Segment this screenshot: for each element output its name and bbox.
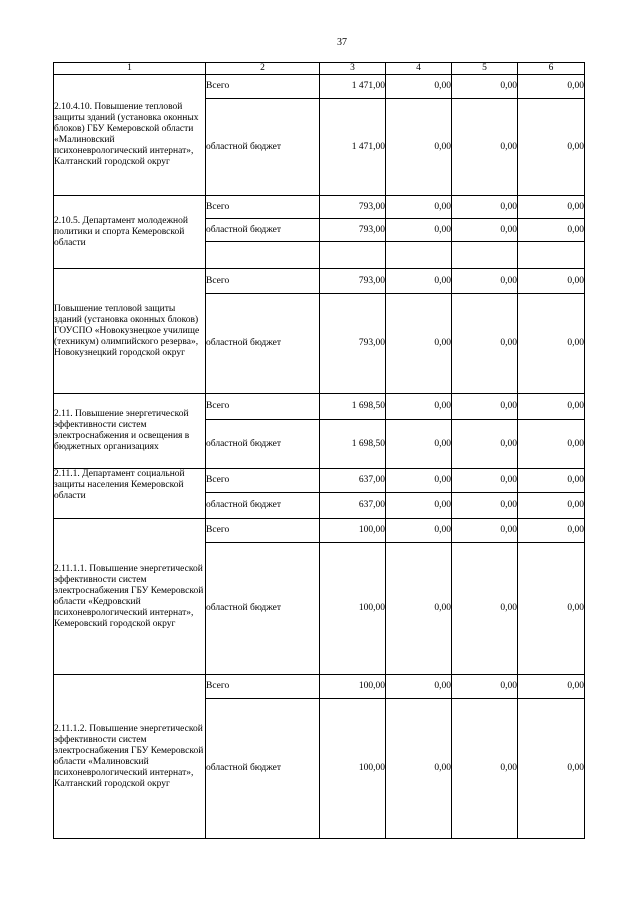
funding-label: областной бюджет bbox=[206, 493, 320, 519]
funding-label: Всего bbox=[206, 519, 320, 543]
funding-label: Всего bbox=[206, 469, 320, 493]
value-cell: 1 698,50 bbox=[320, 420, 386, 469]
funding-label: областной бюджет bbox=[206, 294, 320, 394]
table-row bbox=[54, 519, 585, 543]
value-cell: 0,00 bbox=[386, 699, 452, 839]
value-cell: 100,00 bbox=[320, 699, 386, 839]
value-cell: 0,00 bbox=[518, 519, 585, 543]
empty-cell bbox=[206, 242, 320, 269]
page-number: 37 bbox=[337, 37, 347, 48]
value-cell: 0,00 bbox=[518, 269, 585, 294]
value-cell: 637,00 bbox=[320, 469, 386, 493]
value-cell: 0,00 bbox=[452, 675, 518, 699]
value-cell: 0,00 bbox=[386, 219, 452, 242]
column-header: 3 bbox=[320, 63, 386, 75]
value-cell: 0,00 bbox=[386, 99, 452, 196]
row-name: 2.11.1. Департамент социальной защиты населения Кемеровской области bbox=[54, 469, 206, 519]
empty-cell bbox=[518, 242, 585, 269]
value-cell: 793,00 bbox=[320, 196, 386, 219]
column-header: 1 bbox=[54, 63, 206, 75]
value-cell: 0,00 bbox=[386, 420, 452, 469]
funding-label: Всего bbox=[206, 269, 320, 294]
value-cell: 0,00 bbox=[386, 469, 452, 493]
table-row bbox=[54, 269, 585, 294]
table-row bbox=[54, 394, 585, 420]
funding-label: областной бюджет bbox=[206, 543, 320, 675]
value-cell: 637,00 bbox=[320, 493, 386, 519]
row-name: 2.11.1.2. Повышение энергетической эффективности систем электроснабжения ГБУ Кемеровской области «Малиновский психоневрологический интернат», Калтанский городской округ bbox=[54, 675, 206, 839]
funding-label: областной бюджет bbox=[206, 99, 320, 196]
value-cell: 0,00 bbox=[386, 675, 452, 699]
table-row bbox=[54, 196, 585, 219]
row-name: 2.11. Повышение энергетической эффективности систем электроснабжения и освещения в бюджетных организациях bbox=[54, 394, 206, 469]
value-cell: 0,00 bbox=[452, 75, 518, 99]
funding-label: областной бюджет bbox=[206, 219, 320, 242]
value-cell: 0,00 bbox=[518, 543, 585, 675]
value-cell: 0,00 bbox=[452, 519, 518, 543]
value-cell: 100,00 bbox=[320, 543, 386, 675]
value-cell: 0,00 bbox=[518, 493, 585, 519]
value-cell: 0,00 bbox=[452, 196, 518, 219]
budget-table bbox=[53, 62, 585, 839]
table-row bbox=[54, 469, 585, 493]
value-cell: 0,00 bbox=[452, 469, 518, 493]
value-cell: 100,00 bbox=[320, 675, 386, 699]
empty-cell bbox=[386, 242, 452, 269]
value-cell: 0,00 bbox=[518, 675, 585, 699]
value-cell: 0,00 bbox=[386, 75, 452, 99]
value-cell: 0,00 bbox=[386, 269, 452, 294]
empty-cell bbox=[452, 242, 518, 269]
table-row bbox=[54, 675, 585, 699]
funding-label: областной бюджет bbox=[206, 699, 320, 839]
value-cell: 100,00 bbox=[320, 519, 386, 543]
funding-label: Всего bbox=[206, 675, 320, 699]
value-cell: 0,00 bbox=[452, 294, 518, 394]
value-cell: 0,00 bbox=[452, 699, 518, 839]
value-cell: 0,00 bbox=[386, 519, 452, 543]
value-cell: 0,00 bbox=[518, 99, 585, 196]
value-cell: 0,00 bbox=[452, 219, 518, 242]
value-cell: 0,00 bbox=[386, 294, 452, 394]
value-cell: 0,00 bbox=[518, 420, 585, 469]
column-header: 6 bbox=[518, 63, 585, 75]
funding-label: областной бюджет bbox=[206, 420, 320, 469]
value-cell: 1 471,00 bbox=[320, 99, 386, 196]
value-cell: 1 471,00 bbox=[320, 75, 386, 99]
value-cell: 0,00 bbox=[518, 294, 585, 394]
value-cell: 0,00 bbox=[386, 543, 452, 675]
column-header: 4 bbox=[386, 63, 452, 75]
value-cell: 0,00 bbox=[518, 219, 585, 242]
value-cell: 0,00 bbox=[452, 543, 518, 675]
value-cell: 0,00 bbox=[518, 394, 585, 420]
funding-label: Всего bbox=[206, 75, 320, 99]
value-cell: 0,00 bbox=[452, 269, 518, 294]
value-cell: 0,00 bbox=[518, 469, 585, 493]
value-cell: 793,00 bbox=[320, 219, 386, 242]
funding-label: Всего bbox=[206, 394, 320, 420]
value-cell: 0,00 bbox=[452, 493, 518, 519]
row-name: 2.10.5. Департамент молодежной политики и спорта Кемеровской области bbox=[54, 196, 206, 269]
value-cell: 0,00 bbox=[452, 99, 518, 196]
value-cell: 0,00 bbox=[386, 394, 452, 420]
value-cell: 0,00 bbox=[452, 420, 518, 469]
table-header-row bbox=[54, 63, 585, 75]
column-header: 5 bbox=[452, 63, 518, 75]
row-name: 2.10.4.10. Повышение тепловой защиты зданий (установка оконных блоков) ГБУ Кемеровской области «Малиновский психоневрологический интернат», Калтанский городской округ bbox=[54, 75, 206, 196]
funding-label: Всего bbox=[206, 196, 320, 219]
value-cell: 0,00 bbox=[452, 394, 518, 420]
value-cell: 0,00 bbox=[518, 75, 585, 99]
value-cell: 0,00 bbox=[386, 196, 452, 219]
empty-cell bbox=[320, 242, 386, 269]
row-name: 2.11.1.1. Повышение энергетической эффективности систем электроснабжения ГБУ Кемеровской области «Кедровский психоневрологический интернат», Кемеровский городской округ bbox=[54, 519, 206, 675]
value-cell: 0,00 bbox=[518, 699, 585, 839]
column-header: 2 bbox=[206, 63, 320, 75]
value-cell: 1 698,50 bbox=[320, 394, 386, 420]
value-cell: 0,00 bbox=[386, 493, 452, 519]
table-row bbox=[54, 75, 585, 99]
row-name: Повышение тепловой защиты зданий (установка оконных блоков) ГОУСПО «Новокузнецкое училище (техникум) олимпийского резерва», Новокузнецкий городской округ bbox=[54, 269, 206, 394]
value-cell: 793,00 bbox=[320, 269, 386, 294]
value-cell: 793,00 bbox=[320, 294, 386, 394]
value-cell: 0,00 bbox=[518, 196, 585, 219]
